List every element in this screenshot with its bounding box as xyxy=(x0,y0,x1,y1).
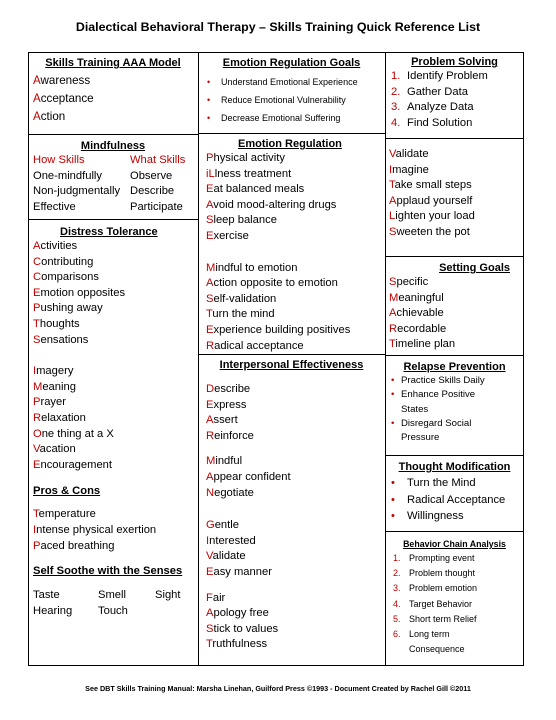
divider xyxy=(198,133,385,134)
acronym-item: Contributing xyxy=(33,255,94,268)
emotion-regulation-header: Emotion Regulation xyxy=(238,138,342,150)
how-skills-header: How Skills xyxy=(33,154,85,166)
acronym-item: Self-validation xyxy=(206,292,277,305)
acronym-item: Intense physical exertion xyxy=(33,523,157,536)
acronym-item: Lighten your load xyxy=(389,210,475,223)
goal-item: • Decrease Emotional Suffering xyxy=(205,109,383,127)
column-divider-2 xyxy=(385,52,386,666)
aaa-item: Action xyxy=(33,110,66,123)
acronym-item: Truthfulness xyxy=(206,638,268,651)
emotion-regulation-goals-header: Emotion Regulation Goals xyxy=(222,57,361,69)
what-skill-item: Participate xyxy=(130,200,183,213)
acronym-item: Relaxation xyxy=(33,411,86,424)
senses-row xyxy=(33,604,196,620)
acronym-item: Reinforce xyxy=(206,429,254,442)
acronym-item: Radical acceptance xyxy=(206,339,304,352)
thought-item: • Radical Acceptance xyxy=(389,492,522,509)
behavior-chain-analysis-section xyxy=(387,538,522,664)
acronym-item: Appear confident xyxy=(206,470,291,483)
acronym-item: Temperature xyxy=(33,508,96,521)
pros-cons-header: Pros & Cons xyxy=(33,485,101,498)
distress-tolerance-section xyxy=(30,225,196,665)
what-skill-item: Observe xyxy=(130,169,173,182)
how-skill-item: Effective xyxy=(33,200,76,213)
acronym-item: Eat balanced meals xyxy=(206,183,305,196)
how-skill-item: One-mindfully xyxy=(33,169,103,182)
relapse-prevention-header: Relapse Prevention xyxy=(403,361,506,373)
relapse-prevention-section xyxy=(387,360,522,454)
divider xyxy=(385,256,524,257)
acronym-item: Action opposite to emotion xyxy=(206,277,338,290)
problem-solving-header: Problem Solving xyxy=(411,56,498,68)
divider xyxy=(198,354,385,355)
acronym-item: Describe xyxy=(206,383,251,395)
acronym-item: Fair xyxy=(206,591,226,604)
acronym-item: Activities xyxy=(33,240,78,252)
acronym-item: Assert xyxy=(206,414,238,427)
acronym-item: Imagery xyxy=(33,365,74,378)
acronym-item: Thoughts xyxy=(33,317,80,330)
acronym-item: Apology free xyxy=(206,607,269,620)
acronym-item: Negotiate xyxy=(206,486,254,499)
thought-item: • Turn the Mind xyxy=(389,475,522,492)
acronym-item: iLlness treatment xyxy=(206,167,292,180)
interpersonal-effectiveness-header: Interpersonal Effectiveness xyxy=(219,359,364,371)
what-skills-header: What Skills xyxy=(130,154,186,166)
acronym-item: Interested xyxy=(206,534,256,547)
acronym-item: Vacation xyxy=(33,443,76,456)
acronym-item: Recordable xyxy=(389,322,447,335)
acronym-item: Timeline plan xyxy=(389,338,456,351)
step-item: 4. Find Solution xyxy=(391,116,473,129)
acronym-item: One thing at a X xyxy=(33,427,114,440)
chain-step: 2. Problem thought xyxy=(393,568,476,579)
aaa-model-header: Skills Training AAA Model xyxy=(45,57,181,69)
page-footer: See DBT Skills Training Manual: Marsha Linehan, Guilford Press ©1993 - Document Created by Rachel Gill ©2011 xyxy=(85,684,471,693)
distress-tolerance-header: Distress Tolerance xyxy=(60,226,158,238)
thought-modification-header: Thought Modification xyxy=(398,461,511,473)
page-title: Dialectical Behavioral Therapy – Skills Training Quick Reference List xyxy=(75,20,481,34)
problem-solving-section xyxy=(387,55,522,137)
acronym-item: Experience building positives xyxy=(206,323,351,336)
acronym-item: Pushing away xyxy=(33,302,103,315)
acronym-item: Validate xyxy=(206,550,246,563)
relapse-item: • Disregard Social Pressure xyxy=(389,417,522,446)
step-item: 2. Gather Data xyxy=(391,85,468,98)
what-skill-item: Describe xyxy=(130,185,175,198)
acronym-item: Physical activity xyxy=(206,152,285,164)
sense-item: Smell xyxy=(98,589,126,602)
behavior-chain-analysis-header: Behavior Chain Analysis xyxy=(403,539,506,549)
acronym-item: Imagine xyxy=(389,163,429,176)
step-item: 1. Identify Problem xyxy=(391,70,488,82)
acronym-item: Validate xyxy=(389,148,429,160)
acronym-item: Emotion opposites xyxy=(33,286,126,299)
relapse-item: • Enhance Positive States xyxy=(389,388,522,417)
acronym-item: Exercise xyxy=(206,229,249,242)
acronym-item: Sweeten the pot xyxy=(389,225,470,238)
chain-step: 3. Problem emotion xyxy=(393,583,478,594)
divider xyxy=(28,219,198,220)
chain-step: 4. Target Behavior xyxy=(393,598,473,609)
acronym-item: Achievable xyxy=(389,307,444,320)
divider xyxy=(385,531,524,532)
acronym-item: Paced breathing xyxy=(33,539,115,552)
goal-item: • Reduce Emotional Vulnerability xyxy=(205,91,383,109)
chain-step: 1. Prompting event xyxy=(393,553,475,563)
acronym-item: Turn the mind xyxy=(206,308,275,321)
interpersonal-effectiveness-section xyxy=(200,358,383,664)
setting-goals-header: Setting Goals xyxy=(439,262,510,274)
mindfulness-section xyxy=(30,139,196,218)
acronym-item: Meaning xyxy=(33,380,76,393)
aaa-item: Awareness xyxy=(33,74,91,87)
thought-item: • Willingness xyxy=(389,508,522,525)
sense-item: Taste xyxy=(33,589,60,602)
validate-acronym-section xyxy=(387,147,522,255)
acronym-item: Take small steps xyxy=(389,179,472,192)
how-skill-item: Non-judgmentally xyxy=(33,185,121,198)
acronym-item: Gentle xyxy=(206,519,239,532)
aaa-model-section xyxy=(30,56,196,132)
sense-item: Sight xyxy=(155,589,181,602)
divider xyxy=(385,138,524,139)
column-divider-1 xyxy=(198,52,199,666)
relapse-item: • Practice Skills Daily xyxy=(389,374,522,388)
acronym-item: Mindful xyxy=(206,455,243,468)
divider xyxy=(385,355,524,356)
goal-item: • Understand Emotional Experience xyxy=(205,73,383,91)
divider xyxy=(385,455,524,456)
step-item: 3. Analyze Data xyxy=(391,101,474,114)
acronym-item: Mindful to emotion xyxy=(206,261,298,274)
acronym-item: Prayer xyxy=(33,396,66,409)
thought-modification-section xyxy=(387,460,522,530)
aaa-item: Acceptance xyxy=(33,92,94,105)
divider xyxy=(28,134,198,135)
acronym-item: Sensations xyxy=(33,333,89,346)
self-soothe-header: Self Soothe with the Senses xyxy=(33,565,183,578)
acronym-item: Avoid mood-altering drugs xyxy=(206,198,337,211)
acronym-item: Easy manner xyxy=(206,565,272,578)
setting-goals-section xyxy=(387,261,522,354)
sense-item: Hearing xyxy=(33,604,73,617)
acronym-item: Comparisons xyxy=(33,271,99,284)
sense-item: Touch xyxy=(98,604,128,617)
acronym-item: Applaud yourself xyxy=(389,194,473,207)
acronym-item: Encouragement xyxy=(33,458,112,471)
acronym-item: Sleep balance xyxy=(206,214,277,227)
mindfulness-header: Mindfulness xyxy=(80,140,146,152)
chain-step: 5. Short term Relief xyxy=(393,613,477,624)
acronym-item: Specific xyxy=(389,276,429,288)
emotion-regulation-section xyxy=(200,137,383,353)
chain-step: 6. Long term Consequence xyxy=(393,629,465,655)
emotion-regulation-goals-section xyxy=(200,56,383,132)
acronym-item: Stick to values xyxy=(206,622,279,635)
acronym-item: Meaningful xyxy=(389,291,444,304)
acronym-item: Express xyxy=(206,398,247,411)
senses-row xyxy=(33,588,196,604)
